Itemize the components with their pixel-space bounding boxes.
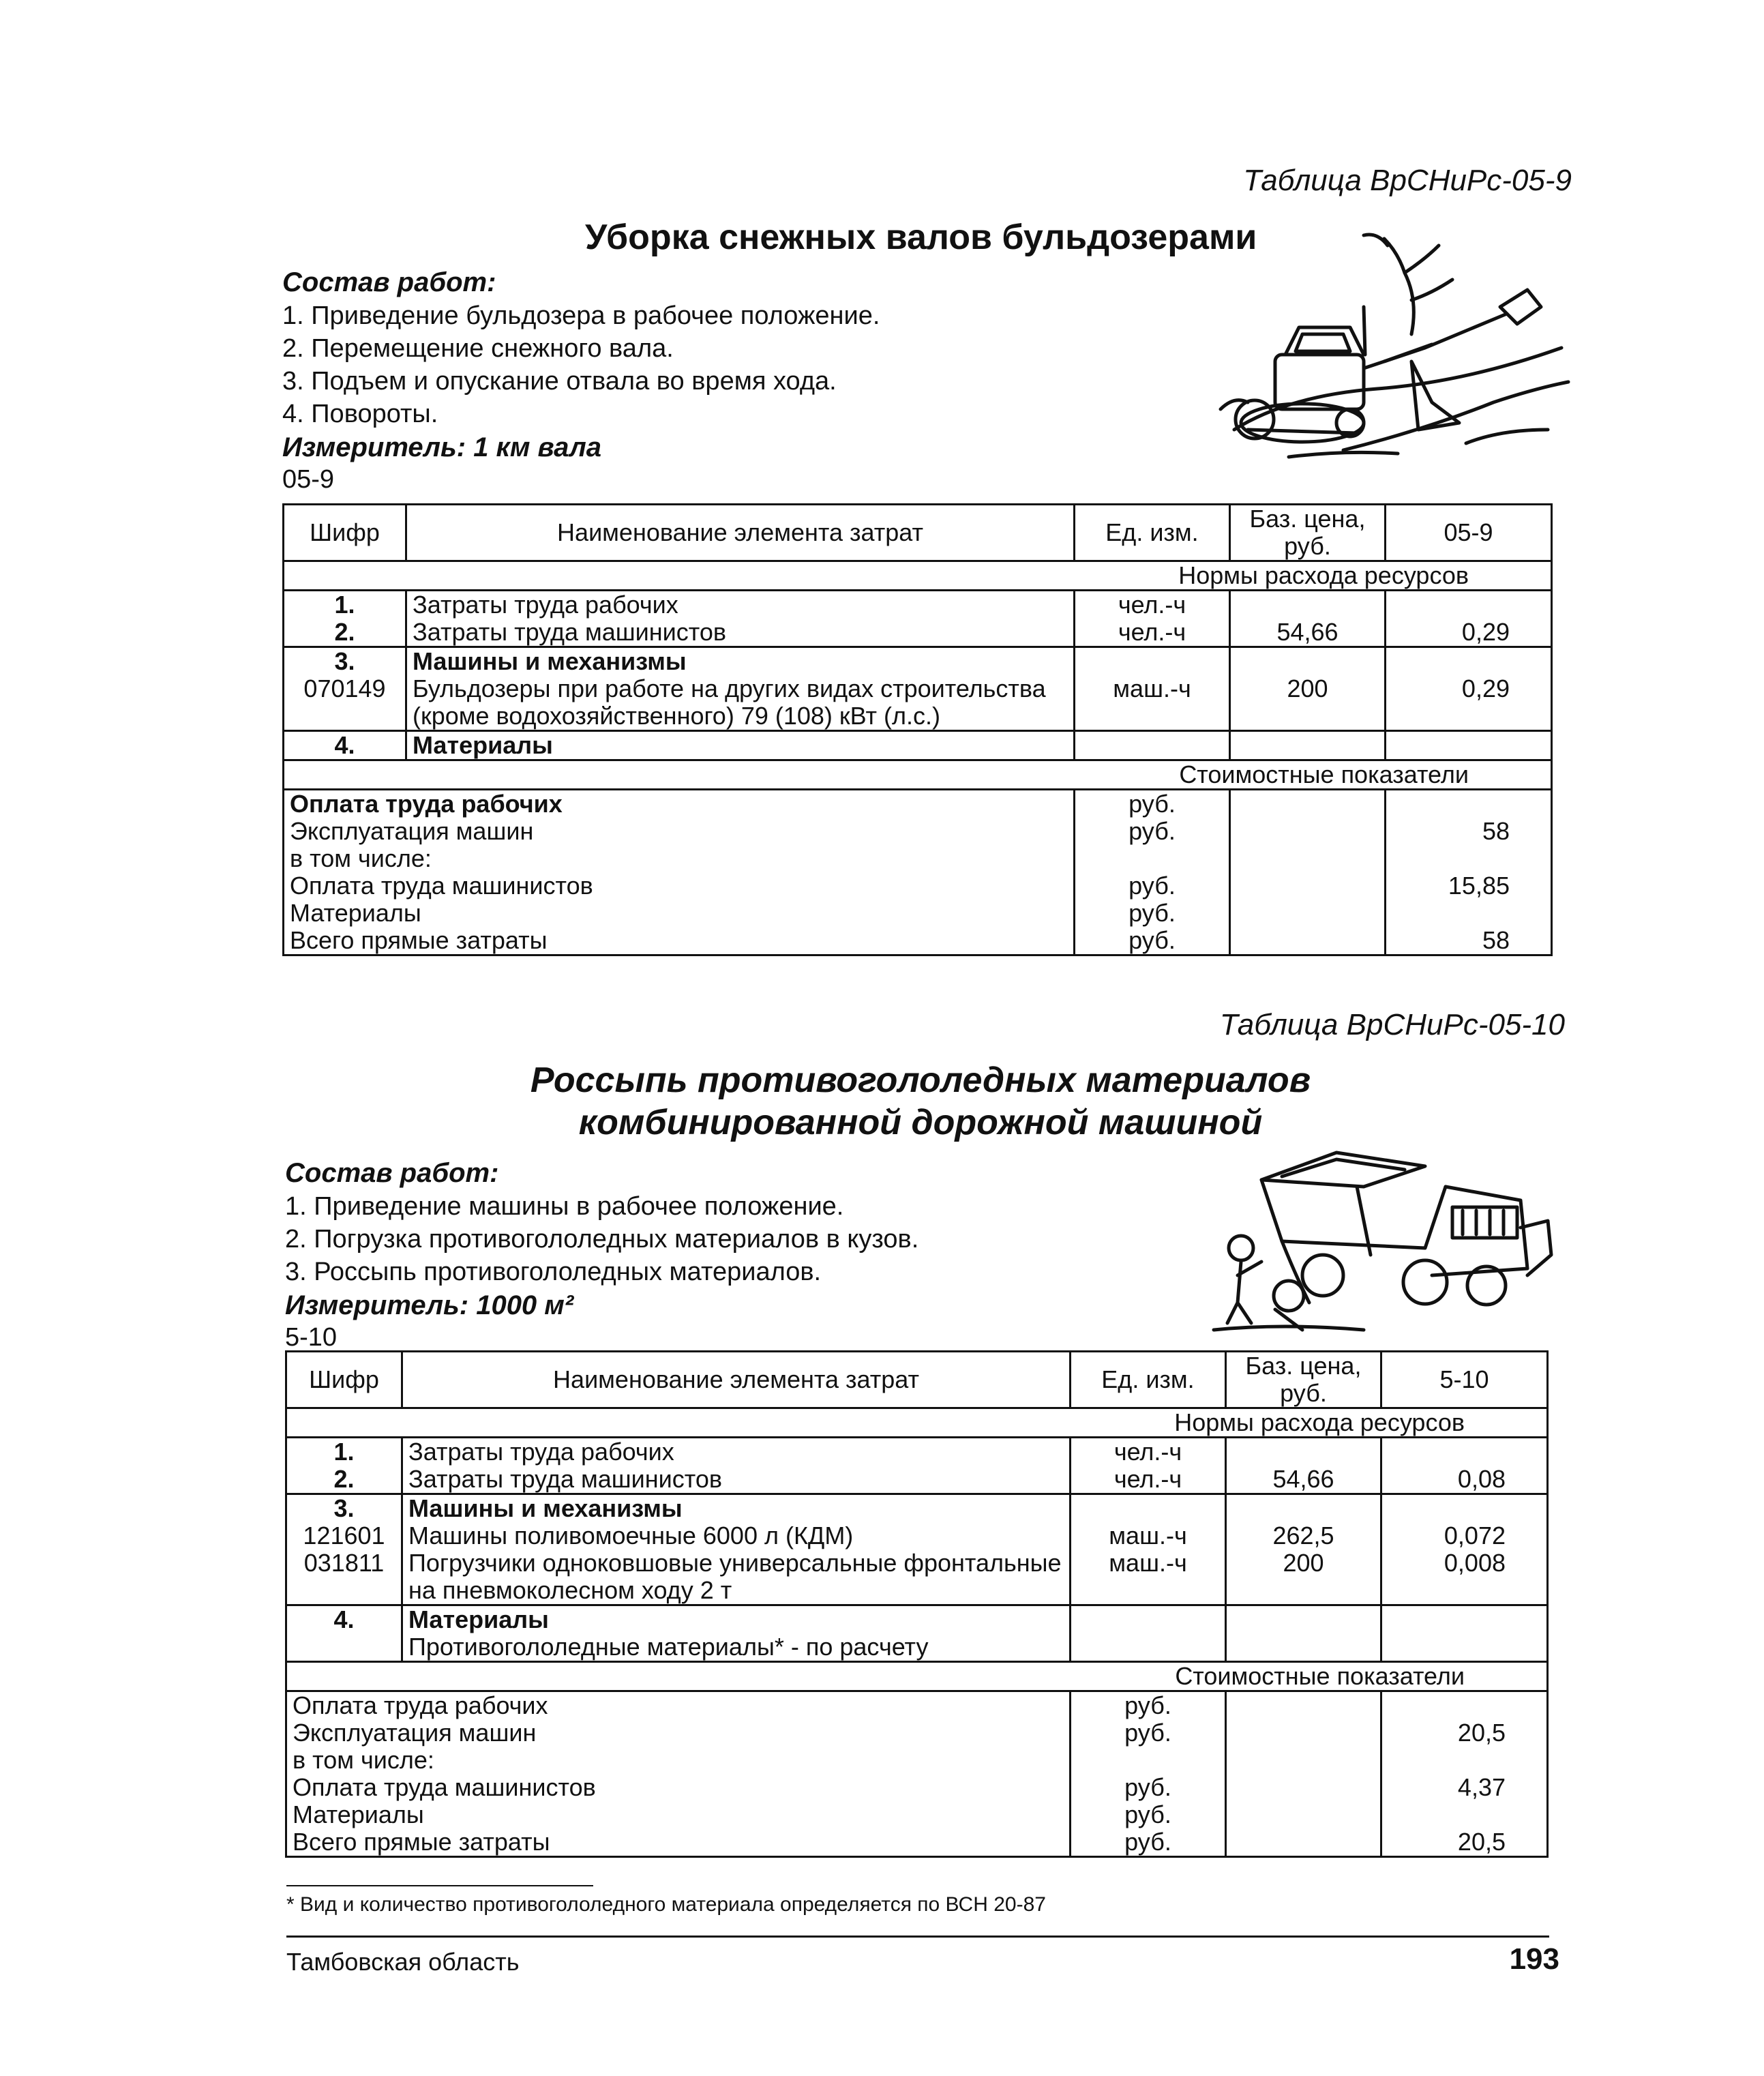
table-code: 5-10 (285, 1323, 338, 1352)
cost-value: 4,37 (1381, 1774, 1548, 1801)
header-name: Наименование элемента затрат (402, 1352, 1071, 1408)
cost-unit: руб. (1075, 790, 1230, 818)
row-name: Противогололедные материалы* - по расчету (402, 1633, 1071, 1662)
row-unit: маш.-ч (1071, 1549, 1226, 1605)
header-cipher: Шифр (284, 505, 406, 561)
row-num: 3. (286, 1494, 402, 1523)
row-unit: чел.-ч (1071, 1438, 1226, 1466)
row-name: Материалы (406, 731, 1075, 760)
row-price: 262,5 (1226, 1522, 1381, 1549)
cost-value (1381, 1691, 1548, 1720)
row-price (1226, 1438, 1381, 1466)
cost-name: Всего прямые затраты (286, 1828, 1071, 1857)
row-name: Затраты труда рабочих (406, 591, 1075, 619)
cost-value: 58 (1386, 818, 1552, 845)
row-num: 4. (284, 731, 406, 760)
header-cipher: Шифр (286, 1352, 402, 1408)
norms-table (282, 503, 1553, 956)
cost-unit (1075, 845, 1230, 872)
row-price: 54,66 (1226, 1466, 1381, 1494)
table-code: 05-9 (282, 465, 335, 494)
measure-unit: Измеритель: 1 км вала (282, 432, 602, 462)
row-value (1386, 591, 1552, 619)
header-code: 05-9 (1386, 505, 1552, 561)
cost-unit: руб. (1075, 900, 1230, 927)
row-unit: чел.-ч (1075, 591, 1230, 619)
row-value: 0,072 (1381, 1522, 1548, 1549)
row-name: Машины и механизмы (402, 1494, 1071, 1523)
cost-name: Эксплуатация машин (286, 1719, 1071, 1747)
header-price: Баз. цена, руб. (1230, 505, 1386, 561)
cost-name: Оплата труда рабочих (284, 790, 1075, 818)
cost-heading: Стоимостные показатели (284, 760, 1552, 790)
row-value: 0,008 (1381, 1549, 1548, 1605)
cost-value: 15,85 (1386, 872, 1552, 900)
cost-value: 58 (1386, 927, 1552, 955)
cost-value (1386, 790, 1552, 818)
norms-heading: Нормы расхода ресурсов (284, 561, 1552, 591)
step-item: 2. Погрузка противогололедных материалов в кузов. (285, 1225, 919, 1254)
footnote: * Вид и количество противогололедного материала определяется по ВСН 20-87 (286, 1893, 1046, 1916)
step-item: 1. Приведение бульдозера в рабочее положение. (282, 301, 880, 330)
header-unit: Ед. изм. (1071, 1352, 1226, 1408)
row-price: 54,66 (1230, 619, 1386, 647)
row-value: 0,29 (1386, 619, 1552, 647)
bulldozer-illustration (1207, 225, 1575, 498)
section-title: комбинированной дорожной машиной (578, 1103, 1263, 1142)
page-number: 193 (1509, 1942, 1559, 1976)
row-code: 121601 (286, 1522, 402, 1549)
row-code: 031811 (286, 1549, 402, 1605)
header-name: Наименование элемента затрат (406, 505, 1075, 561)
cost-unit: руб. (1075, 927, 1230, 955)
cost-name: Оплата труда машинистов (286, 1774, 1071, 1801)
row-price (1230, 591, 1386, 619)
row-num: 4. (286, 1605, 402, 1634)
step-item: 4. Повороты. (282, 400, 438, 428)
cost-unit: руб. (1071, 1691, 1226, 1720)
row-num: 2. (286, 1466, 402, 1494)
table-label: Таблица ВрСНиРс-05-10 (1219, 1008, 1565, 1041)
step-item: 3. Россыпь противогололедных материалов. (285, 1258, 822, 1286)
row-num: 1. (286, 1438, 402, 1466)
cost-value (1381, 1801, 1548, 1828)
composition-heading: Состав работ: (282, 267, 496, 297)
header-price: Баз. цена, руб. (1226, 1352, 1381, 1408)
cost-value (1381, 1747, 1548, 1774)
cost-unit: руб. (1075, 818, 1230, 845)
row-name: Затраты труда машинистов (402, 1466, 1071, 1494)
row-name: Бульдозеры при работе на других видах строительства (кроме водохозяйственного) 79 (108) кВт (л.с.) (406, 675, 1075, 731)
cost-unit: руб. (1075, 872, 1230, 900)
row-num: 3. (284, 647, 406, 676)
row-unit: маш.-ч (1071, 1522, 1226, 1549)
cost-value (1386, 900, 1552, 927)
footer-rule (286, 1936, 1549, 1938)
row-value: 0,08 (1381, 1466, 1548, 1494)
cost-name: в том числе: (286, 1747, 1071, 1774)
measure-unit: Измеритель: 1000 м² (285, 1290, 574, 1320)
table-label: Таблица ВрСНиРс-05-9 (1243, 164, 1572, 197)
row-num (286, 1633, 402, 1662)
header-code: 5-10 (1381, 1352, 1548, 1408)
row-name: Затраты труда машинистов (406, 619, 1075, 647)
row-value (1381, 1438, 1548, 1466)
cost-unit: руб. (1071, 1801, 1226, 1828)
step-item: 3. Подъем и опускание отвала во время хода. (282, 367, 837, 396)
header-unit: Ед. изм. (1075, 505, 1230, 561)
cost-unit: руб. (1071, 1719, 1226, 1747)
row-num: 1. (284, 591, 406, 619)
row-value: 0,29 (1386, 675, 1552, 731)
cost-name: Оплата труда машинистов (284, 872, 1075, 900)
cost-value (1386, 845, 1552, 872)
row-name: Машины и механизмы (406, 647, 1075, 676)
cost-name: Оплата труда рабочих (286, 1691, 1071, 1720)
cost-value: 20,5 (1381, 1719, 1548, 1747)
row-name: Машины поливомоечные 6000 л (КДМ) (402, 1522, 1071, 1549)
row-price: 200 (1230, 675, 1386, 731)
row-unit: чел.-ч (1071, 1466, 1226, 1494)
norms-heading: Нормы расхода ресурсов (286, 1408, 1548, 1438)
row-name: Погрузчики одноковшовые универсальные фронтальные на пневмоколесном ходу 2 т (402, 1549, 1071, 1605)
cost-heading: Стоимостные показатели (286, 1662, 1548, 1691)
row-name: Материалы (402, 1605, 1071, 1634)
section-title: Уборка снежных валов бульдозерами (585, 218, 1257, 257)
footnote-rule (286, 1885, 593, 1886)
cost-name: Всего прямые затраты (284, 927, 1075, 955)
cost-name: Материалы (284, 900, 1075, 927)
row-unit: маш.-ч (1075, 675, 1230, 731)
step-item: 1. Приведение машины в рабочее положение. (285, 1192, 844, 1221)
cost-unit: руб. (1071, 1828, 1226, 1857)
cost-name: Материалы (286, 1801, 1071, 1828)
row-name: Затраты труда рабочих (402, 1438, 1071, 1466)
composition-heading: Состав работ: (285, 1158, 499, 1188)
row-price: 200 (1226, 1549, 1381, 1605)
spreader-truck-illustration (1200, 1139, 1555, 1337)
cost-name: в том числе: (284, 845, 1075, 872)
cost-unit: руб. (1071, 1774, 1226, 1801)
section-title: Россыпь противогололедных материалов (530, 1061, 1311, 1100)
row-code: 070149 (284, 675, 406, 731)
step-item: 2. Перемещение снежного вала. (282, 334, 674, 363)
row-num: 2. (284, 619, 406, 647)
cost-name: Эксплуатация машин (284, 818, 1075, 845)
cost-value: 20,5 (1381, 1828, 1548, 1857)
footer-region: Тамбовская область (286, 1948, 520, 1976)
norms-table (285, 1350, 1549, 1858)
cost-unit (1071, 1747, 1226, 1774)
row-unit: чел.-ч (1075, 619, 1230, 647)
